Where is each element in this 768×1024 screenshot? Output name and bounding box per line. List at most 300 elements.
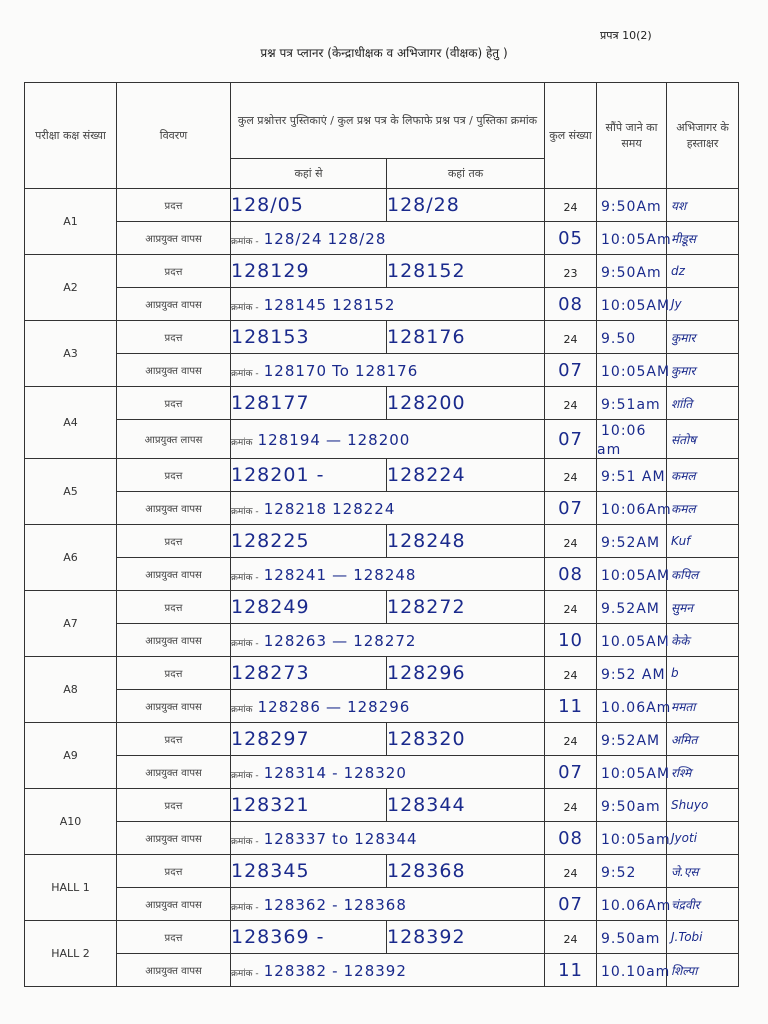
returned-count-value: 08 xyxy=(558,563,583,585)
given-to xyxy=(387,189,545,222)
returned-range xyxy=(231,420,545,459)
given-count-value: 24 xyxy=(563,734,578,748)
header-range: कुल प्रश्नोत्तर पुस्तिकाएं / कुल प्रश्न पत्र के लिफाफे प्रश्न पत्र / पुस्तिका क्रमांक xyxy=(231,83,545,159)
table-row-given xyxy=(25,321,739,354)
given-count-value: 24 xyxy=(563,398,578,412)
returned-time xyxy=(597,888,672,921)
given-signature xyxy=(667,525,739,558)
returned-time-value: 10:05AM xyxy=(601,765,671,782)
given-time-value: 9:52AM xyxy=(601,534,661,551)
returned-count-value: 07 xyxy=(558,428,583,450)
returned-from-value: 128314 xyxy=(263,763,328,782)
returned-signature-value: ममता xyxy=(671,699,696,714)
given-count-value: 24 xyxy=(563,932,578,946)
given-count-value: 24 xyxy=(563,668,578,682)
given-from-value: 128225 xyxy=(231,530,310,552)
returned-separator: — xyxy=(332,631,349,650)
returned-time xyxy=(597,690,672,723)
returned-count-value: 08 xyxy=(558,827,583,849)
returned-label: आप्रयुक्त लापस xyxy=(117,420,231,459)
returned-range xyxy=(231,558,545,591)
returned-signature-value: रश्मि xyxy=(671,765,692,780)
returned-label: आप्रयुक्त वापस xyxy=(117,222,231,255)
returned-to-value: 128/28 xyxy=(327,229,387,248)
given-count xyxy=(545,657,597,690)
given-from-value: 128201 - xyxy=(231,464,325,486)
returned-from-value: 128145 xyxy=(263,295,328,314)
given-count xyxy=(545,387,597,420)
room-number: A8 xyxy=(25,657,117,723)
returned-signature xyxy=(667,624,739,657)
returned-from-value: 128218 xyxy=(263,499,328,518)
given-from xyxy=(231,591,387,624)
returned-label: आप्रयुक्त वापस xyxy=(117,822,231,855)
given-signature-value: सुमन xyxy=(671,600,693,615)
returned-time xyxy=(597,558,671,591)
given-time xyxy=(597,723,667,756)
given-label: प्रदत्त xyxy=(117,459,231,492)
given-to xyxy=(387,321,545,354)
table-row-returned xyxy=(25,288,739,321)
given-signature xyxy=(667,855,739,888)
given-count xyxy=(545,189,597,222)
given-time-value: 9:50Am xyxy=(601,198,662,215)
given-signature xyxy=(667,387,739,420)
returned-label: आप्रयुक्त वापस xyxy=(117,690,231,723)
given-time xyxy=(597,921,667,954)
returned-time-value: 10:05Am xyxy=(601,231,672,248)
given-time-value: 9:50Am xyxy=(601,264,662,281)
table-row-returned xyxy=(25,492,739,525)
returned-separator: — xyxy=(326,697,342,716)
returned-time xyxy=(597,756,671,789)
given-from xyxy=(231,723,387,756)
given-to xyxy=(387,921,545,954)
given-count xyxy=(545,321,597,354)
given-to xyxy=(387,591,545,624)
table-row-returned xyxy=(25,354,739,387)
returned-count xyxy=(545,288,597,321)
returned-signature xyxy=(667,492,739,525)
given-from xyxy=(231,321,387,354)
returned-from-value: 128194 xyxy=(257,430,321,449)
returned-range xyxy=(231,624,545,657)
room-number: A2 xyxy=(25,255,117,321)
header-time: सौंपे जाने का समय xyxy=(597,83,667,189)
returned-separator: - xyxy=(332,763,339,782)
returned-label: आप्रयुक्त वापस xyxy=(117,756,231,789)
cramank-prefix: क्रमांक - xyxy=(231,302,259,313)
cramank-prefix: क्रमांक - xyxy=(231,368,259,379)
given-from-value: 128177 xyxy=(231,392,310,414)
given-to xyxy=(387,525,545,558)
returned-count xyxy=(545,222,597,255)
returned-time xyxy=(597,354,671,387)
given-label: प्रदत्त xyxy=(117,789,231,822)
returned-from-value: 128337 xyxy=(263,829,328,848)
returned-time xyxy=(597,624,670,657)
returned-range xyxy=(231,954,545,987)
given-to-value: 128368 xyxy=(387,860,466,882)
returned-count xyxy=(545,354,597,387)
returned-count xyxy=(545,690,597,723)
returned-signature xyxy=(667,756,739,789)
returned-signature-value: Jy xyxy=(671,297,682,311)
given-time xyxy=(597,387,667,420)
table-row-given xyxy=(25,459,739,492)
given-time-value: 9.52AM xyxy=(601,600,660,617)
table-row-given xyxy=(25,255,739,288)
returned-label: आप्रयुक्त वापस xyxy=(117,558,231,591)
cramank-prefix: क्रमांक - xyxy=(231,638,259,649)
returned-signature-value: कुमार xyxy=(671,363,696,378)
given-time xyxy=(597,459,667,492)
returned-range xyxy=(231,288,545,321)
returned-count xyxy=(545,558,597,591)
returned-label: आप्रयुक्त वापस xyxy=(117,288,231,321)
returned-count-value: 07 xyxy=(558,893,583,915)
header-from: कहां से xyxy=(231,159,387,189)
given-count-value: 23 xyxy=(563,266,578,280)
returned-signature xyxy=(667,822,739,855)
returned-from-value: 128382 xyxy=(263,961,328,980)
returned-count-value: 08 xyxy=(558,293,583,315)
given-signature-value: Kuf xyxy=(671,534,691,548)
given-label: प्रदत्त xyxy=(117,723,231,756)
returned-time-value: 10:05AM xyxy=(601,363,671,380)
given-signature xyxy=(667,255,739,288)
returned-signature-value: केके xyxy=(671,633,690,648)
returned-time-value: 10.06Am xyxy=(601,699,672,716)
cramank-prefix: क्रमांक - xyxy=(231,902,259,913)
given-to-value: 128248 xyxy=(387,530,466,552)
given-from xyxy=(231,921,387,954)
given-time xyxy=(597,789,667,822)
returned-time-value: 10:06Am xyxy=(601,501,672,518)
returned-signature-value: कमल xyxy=(671,501,696,516)
given-label: प्रदत्त xyxy=(117,321,231,354)
given-count xyxy=(545,723,597,756)
returned-to-value: 128272 xyxy=(353,631,417,650)
table-row-given xyxy=(25,723,739,756)
given-time xyxy=(597,189,667,222)
returned-range xyxy=(231,756,545,789)
returned-signature xyxy=(667,288,739,321)
returned-signature-value: मीडूस xyxy=(671,231,696,246)
given-from xyxy=(231,189,387,222)
room-number: HALL 1 xyxy=(25,855,117,921)
given-from xyxy=(231,459,387,492)
returned-count-value: 11 xyxy=(558,695,583,717)
table-row-returned xyxy=(25,690,739,723)
given-signature-value: कुमार xyxy=(671,330,696,345)
table-row-returned xyxy=(25,888,739,921)
given-to-value: 128224 xyxy=(387,464,466,486)
form-title: प्रश्न पत्र प्लानर (केन्द्राधीक्षक व अभिजागर (वीक्षक) हेतु ) xyxy=(260,46,508,60)
returned-to-value: 128296 xyxy=(347,697,411,716)
given-time-value: 9:51am xyxy=(601,396,661,413)
given-from-value: 128153 xyxy=(231,326,310,348)
question-paper-planner-table xyxy=(24,82,739,987)
given-time-value: 9.50am xyxy=(601,930,661,947)
given-to-value: 128392 xyxy=(387,926,466,948)
returned-from-value: 128263 xyxy=(263,631,328,650)
given-count-value: 24 xyxy=(563,332,578,346)
given-time xyxy=(597,321,667,354)
given-count-value: 24 xyxy=(563,470,578,484)
given-count-value: 24 xyxy=(563,602,578,616)
given-label: प्रदत्त xyxy=(117,855,231,888)
returned-range xyxy=(231,888,545,921)
returned-from-value: 128286 xyxy=(257,697,321,716)
returned-to-value: 128152 xyxy=(332,295,396,314)
given-from xyxy=(231,789,387,822)
given-from-value: 128297 xyxy=(231,728,310,750)
given-count xyxy=(545,789,597,822)
returned-to-value: 128392 xyxy=(343,961,407,980)
returned-time xyxy=(597,954,671,987)
given-from xyxy=(231,657,387,690)
returned-time-value: 10.05AM xyxy=(601,633,670,650)
returned-range xyxy=(231,822,545,855)
returned-label: आप्रयुक्त वापस xyxy=(117,492,231,525)
room-number: A1 xyxy=(25,189,117,255)
given-time-value: 9.50 xyxy=(601,330,637,347)
returned-count-value: 10 xyxy=(558,629,583,651)
returned-signature xyxy=(667,888,739,921)
returned-separator: - xyxy=(332,895,339,914)
given-time-value: 9:51 AM xyxy=(601,468,666,485)
given-label: प्रदत्त xyxy=(117,189,231,222)
given-signature-value: J.Tobi xyxy=(671,930,703,944)
returned-label: आप्रयुक्त वापस xyxy=(117,354,231,387)
returned-from-value: 128/24 xyxy=(263,229,323,248)
returned-time-value: 10:05am xyxy=(601,831,671,848)
cramank-prefix: क्रमांक - xyxy=(231,770,259,781)
returned-range xyxy=(231,690,545,723)
room-number: A6 xyxy=(25,525,117,591)
room-number: HALL 2 xyxy=(25,921,117,987)
given-label: प्रदत्त xyxy=(117,525,231,558)
given-time xyxy=(597,255,667,288)
returned-time xyxy=(597,288,671,321)
given-to-value: 128296 xyxy=(387,662,466,684)
returned-label: आप्रयुक्त वापस xyxy=(117,954,231,987)
given-to-value: 128320 xyxy=(387,728,466,750)
given-signature xyxy=(667,657,739,690)
cramank-prefix: क्रमांक xyxy=(231,704,253,715)
returned-to-value: 128176 xyxy=(355,361,419,380)
given-label: प्रदत्त xyxy=(117,921,231,954)
given-label: प्रदत्त xyxy=(117,657,231,690)
table-row-given xyxy=(25,387,739,420)
room-number: A3 xyxy=(25,321,117,387)
room-number: A9 xyxy=(25,723,117,789)
table-row-given xyxy=(25,789,739,822)
table-row-returned xyxy=(25,222,739,255)
returned-count-value: 07 xyxy=(558,497,583,519)
given-signature-value: Shuyo xyxy=(671,798,709,812)
header-description: विवरण xyxy=(117,83,231,189)
cramank-prefix: क्रमांक - xyxy=(231,836,259,847)
given-label: प्रदत्त xyxy=(117,387,231,420)
cramank-prefix: क्रमांक - xyxy=(231,236,259,247)
given-to xyxy=(387,657,545,690)
returned-time-value: 10:05AM xyxy=(601,297,671,314)
returned-signature-value: शिल्पा xyxy=(671,963,698,978)
returned-time xyxy=(597,822,671,855)
given-label: प्रदत्त xyxy=(117,255,231,288)
cramank-prefix: क्रमांक xyxy=(231,437,253,448)
given-to-value: 128272 xyxy=(387,596,466,618)
given-time-value: 9:52 xyxy=(601,864,637,881)
returned-range xyxy=(231,354,545,387)
given-from-value: 128/05 xyxy=(231,194,304,216)
given-signature xyxy=(667,723,739,756)
table-body xyxy=(25,189,739,987)
table-row-given xyxy=(25,189,739,222)
returned-signature-value: कपिल xyxy=(671,567,699,582)
returned-count-value: 11 xyxy=(558,959,583,981)
given-signature-value: अमित xyxy=(671,732,698,747)
given-to xyxy=(387,255,545,288)
returned-range xyxy=(231,222,545,255)
given-count xyxy=(545,255,597,288)
returned-separator: — xyxy=(332,565,349,584)
returned-time-value: 10.10am xyxy=(601,963,671,980)
returned-to-value: 128224 xyxy=(332,499,396,518)
returned-count xyxy=(545,822,597,855)
returned-from-value: 128241 xyxy=(263,565,328,584)
table-row-returned xyxy=(25,558,739,591)
given-from-value: 128321 xyxy=(231,794,310,816)
given-from-value: 128369 - xyxy=(231,926,325,948)
given-signature-value: जे.एस xyxy=(671,864,699,879)
given-time-value: 9:50am xyxy=(601,798,661,815)
given-from xyxy=(231,855,387,888)
header-to: कहां तक xyxy=(387,159,545,189)
given-time-value: 9:52AM xyxy=(601,732,661,749)
given-signature xyxy=(667,189,739,222)
returned-signature xyxy=(667,954,739,987)
returned-to-value: 128344 xyxy=(354,829,418,848)
given-signature xyxy=(667,921,739,954)
returned-time xyxy=(597,222,672,255)
given-from-value: 128249 xyxy=(231,596,310,618)
table-row-returned xyxy=(25,954,739,987)
returned-count xyxy=(545,888,597,921)
room-number: A4 xyxy=(25,387,117,459)
given-to xyxy=(387,459,545,492)
returned-label: आप्रयुक्त वापस xyxy=(117,624,231,657)
returned-count xyxy=(545,954,597,987)
table-row-given xyxy=(25,855,739,888)
given-to xyxy=(387,855,545,888)
table-row-given xyxy=(25,921,739,954)
cramank-prefix: क्रमांक - xyxy=(231,506,259,517)
given-to-value: 128176 xyxy=(387,326,466,348)
given-count xyxy=(545,525,597,558)
returned-label: आप्रयुक्त वापस xyxy=(117,888,231,921)
cramank-prefix: क्रमांक - xyxy=(231,968,259,979)
given-count-value: 24 xyxy=(563,866,578,880)
given-time xyxy=(597,525,667,558)
given-from xyxy=(231,255,387,288)
given-count-value: 24 xyxy=(563,800,578,814)
given-to-value: 128200 xyxy=(387,392,466,414)
given-signature xyxy=(667,321,739,354)
returned-signature xyxy=(667,558,739,591)
returned-signature-value: Jyoti xyxy=(671,831,698,845)
returned-signature xyxy=(667,690,739,723)
given-signature-value: b xyxy=(671,666,679,680)
given-from-value: 128129 xyxy=(231,260,310,282)
returned-from-value: 128362 xyxy=(263,895,328,914)
given-time xyxy=(597,855,667,888)
given-from-value: 128345 xyxy=(231,860,310,882)
room-number: A7 xyxy=(25,591,117,657)
returned-count-value: 07 xyxy=(558,359,583,381)
given-signature-value: शांति xyxy=(671,396,693,411)
table-row-given xyxy=(25,657,739,690)
given-from-value: 128273 xyxy=(231,662,310,684)
given-to xyxy=(387,387,545,420)
given-signature xyxy=(667,591,739,624)
given-time-value: 9:52 AM xyxy=(601,666,666,683)
given-count xyxy=(545,459,597,492)
returned-time-value: 10.06Am xyxy=(601,897,672,914)
returned-from-value: 128170 xyxy=(263,361,328,380)
returned-separator: to xyxy=(332,829,350,848)
header-total: कुल संख्या xyxy=(545,83,597,189)
returned-signature-value: चंद्रवीर xyxy=(671,897,700,912)
table-row-given xyxy=(25,591,739,624)
returned-to-value: 128248 xyxy=(353,565,417,584)
returned-to-value: 128368 xyxy=(343,895,407,914)
returned-signature xyxy=(667,222,739,255)
table-row-given xyxy=(25,525,739,558)
given-signature-value: यश xyxy=(671,198,687,213)
returned-time xyxy=(597,492,672,525)
given-from xyxy=(231,387,387,420)
returned-separator: — xyxy=(326,430,342,449)
given-signature-value: dz xyxy=(671,264,685,278)
given-signature xyxy=(667,789,739,822)
returned-to-value: 128200 xyxy=(347,430,411,449)
returned-signature-value: संतोष xyxy=(671,432,697,447)
given-signature xyxy=(667,459,739,492)
given-count xyxy=(545,921,597,954)
given-from xyxy=(231,525,387,558)
given-count xyxy=(545,591,597,624)
returned-range xyxy=(231,492,545,525)
returned-count xyxy=(545,756,597,789)
given-to-value: 128152 xyxy=(387,260,466,282)
returned-signature xyxy=(667,420,739,459)
room-number: A10 xyxy=(25,789,117,855)
returned-count-value: 07 xyxy=(558,761,583,783)
form-number: प्रपत्र 10(2) xyxy=(600,29,652,42)
given-time xyxy=(597,591,667,624)
given-time xyxy=(597,657,667,690)
given-to-value: 128/28 xyxy=(387,194,460,216)
given-signature-value: कमल xyxy=(671,468,696,483)
returned-separator: - xyxy=(332,961,339,980)
returned-count-value: 05 xyxy=(558,227,583,249)
given-to xyxy=(387,723,545,756)
table-row-returned xyxy=(25,756,739,789)
header-signature: अभिजागर के हस्ताक्षर xyxy=(667,83,739,189)
